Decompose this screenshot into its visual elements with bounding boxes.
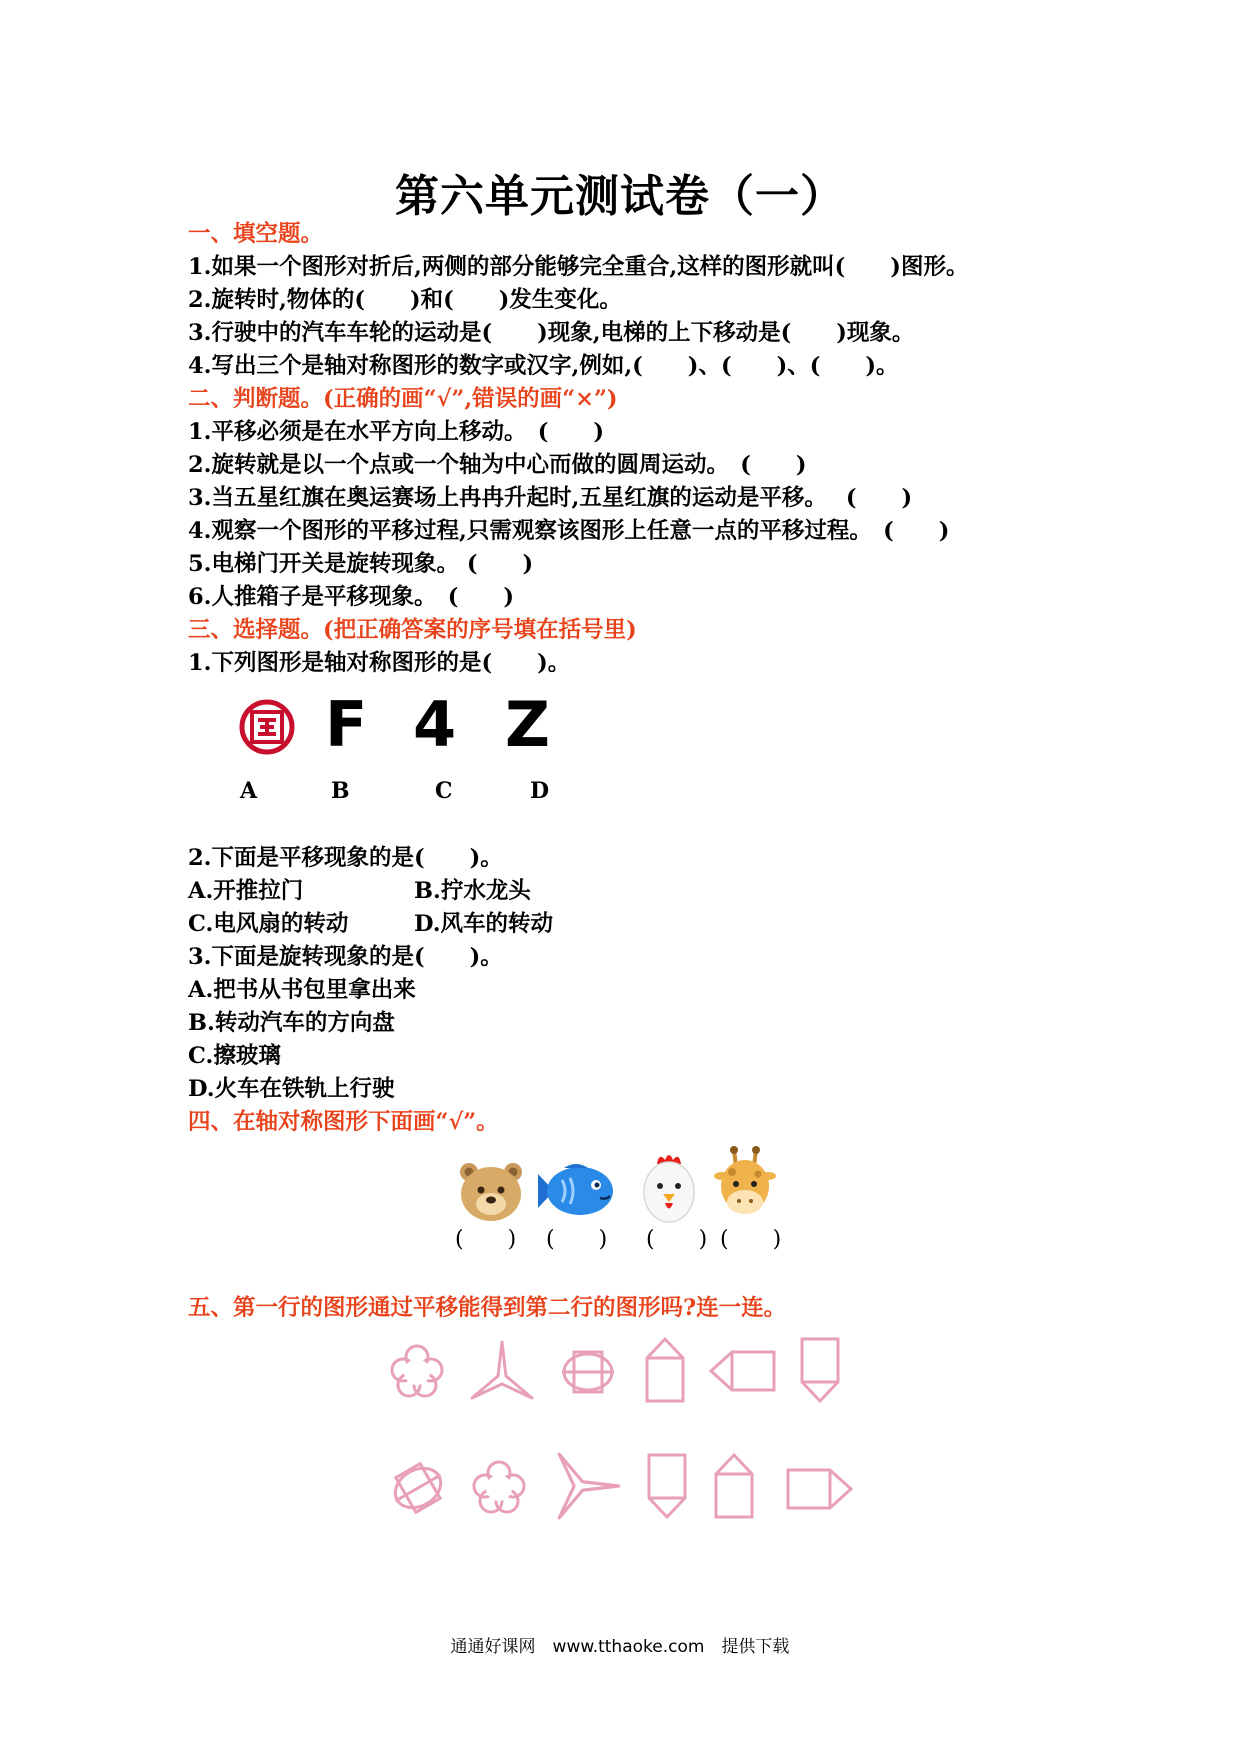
row2-house-up-shape — [712, 1452, 756, 1520]
section4-heading: 四、在轴对称图形下面画“√”。 — [188, 1109, 499, 1135]
row1-flower-shape — [388, 1342, 446, 1400]
bank-logo-icon — [238, 698, 296, 756]
section3-q2-option-a: A.开推拉门 — [188, 878, 304, 904]
row2-flower-shape — [470, 1458, 528, 1516]
section1-heading: 一、填空题。 — [188, 221, 324, 247]
fish-icon — [534, 1160, 616, 1222]
option-d-label: D — [530, 778, 550, 804]
section3-q2-option-d: D.风车的转动 — [414, 911, 554, 937]
section1-question-4: 4.写出三个是轴对称图形的数字或汉字,例如,( )、( )、( )。 — [188, 353, 899, 379]
answer-paren-1[interactable]: ( ) — [455, 1227, 517, 1252]
option-b-glyph: F — [325, 688, 368, 761]
giraffe-icon — [714, 1146, 776, 1226]
footer-credit: 通通好课网 www.tthaoke.com 提供下载 — [450, 1637, 790, 1657]
row1-tripod-shape — [470, 1338, 534, 1402]
answer-paren-4[interactable]: ( ) — [720, 1227, 782, 1252]
option-c-glyph: 4 — [413, 688, 457, 761]
section3-question-2: 2.下面是平移现象的是( )。 — [188, 845, 503, 871]
option-a-label: A — [240, 778, 258, 804]
section2-heading: 二、判断题。(正确的画“√”,错误的画“×”) — [188, 386, 618, 412]
section2-question-2: 2.旋转就是以一个点或一个轴为中心而做的圆周运动。 ( ) — [188, 452, 807, 478]
answer-paren-3[interactable]: ( ) — [646, 1227, 708, 1252]
section3-q2-option-b: B.拧水龙头 — [414, 878, 531, 904]
row2-tripod-shape — [555, 1452, 623, 1520]
section1-question-1: 1.如果一个图形对折后,两侧的部分能够完全重合,这样的图形就叫( )图形。 — [188, 254, 969, 280]
section3-q2-option-c: C.电风扇的转动 — [188, 911, 349, 937]
row1-house-up-shape — [643, 1336, 687, 1404]
row2-lantern-shape — [388, 1458, 448, 1518]
section1-question-3: 3.行驶中的汽车车轮的运动是( )现象,电梯的上下移动是( )现象。 — [188, 320, 915, 346]
page-title: 第六单元测试卷（一） — [395, 171, 845, 222]
section2-question-6: 6.人推箱子是平移现象。 ( ) — [188, 584, 515, 610]
option-d-glyph: Z — [505, 688, 550, 761]
section3-q3-option-b: B.转动汽车的方向盘 — [188, 1010, 395, 1036]
answer-paren-2[interactable]: ( ) — [546, 1227, 608, 1252]
row1-house-down-shape — [798, 1336, 842, 1404]
section3-q3-option-a: A.把书从书包里拿出来 — [188, 977, 416, 1003]
row2-house-down-shape — [645, 1452, 689, 1520]
section3-q3-option-d: D.火车在铁轨上行驶 — [188, 1076, 395, 1102]
section3-question-3: 3.下面是旋转现象的是( )。 — [188, 944, 503, 970]
section3-question-1: 1.下列图形是轴对称图形的是( )。 — [188, 650, 571, 676]
row1-lantern-shape — [558, 1344, 618, 1400]
option-c-label: C — [435, 778, 453, 804]
chicken-icon — [641, 1150, 697, 1226]
section3-heading: 三、选择题。(把正确答案的序号填在括号里) — [188, 617, 637, 643]
row2-house-right-shape — [785, 1466, 855, 1512]
section3-q3-option-c: C.擦玻璃 — [188, 1043, 281, 1069]
section2-question-4: 4.观察一个图形的平移过程,只需观察该图形上任意一点的平移过程。 ( ) — [188, 518, 950, 544]
option-b-label: B — [331, 778, 350, 804]
section5-heading: 五、第一行的图形通过平移能得到第二行的图形吗?连一连。 — [188, 1295, 787, 1321]
row1-house-left-shape — [708, 1348, 778, 1394]
section2-question-5: 5.电梯门开关是旋转现象。 ( ) — [188, 551, 534, 577]
bear-icon — [456, 1158, 526, 1224]
section2-question-1: 1.平移必须是在水平方向上移动。 ( ) — [188, 419, 605, 445]
section2-question-3: 3.当五星红旗在奥运赛场上冉冉升起时,五星红旗的运动是平移。 ( ) — [188, 485, 913, 511]
section1-question-2: 2.旋转时,物体的( )和( )发生变化。 — [188, 287, 622, 313]
